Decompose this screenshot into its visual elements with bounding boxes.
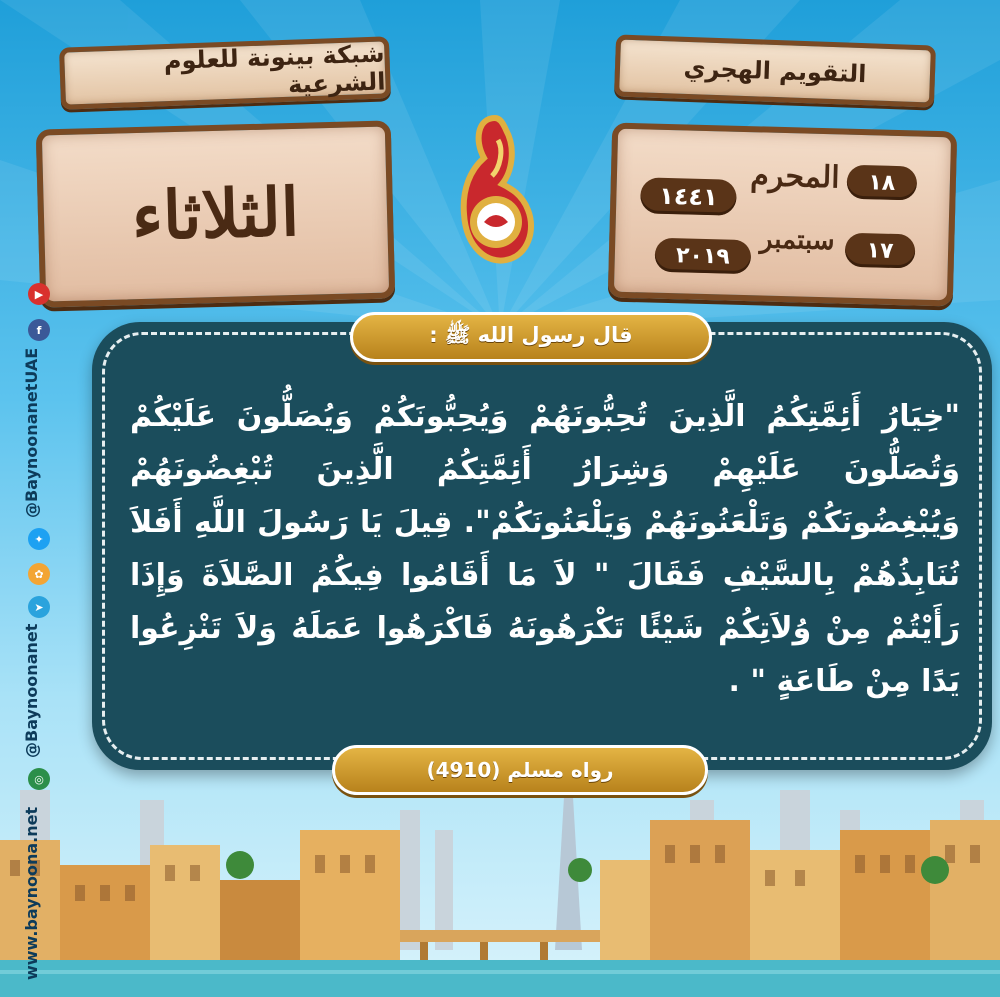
date-scroll xyxy=(608,123,957,307)
hadith-text: "خِيَارُ أَئِمَّتِكُمُ الَّذِينَ تُحِبُّونَهُمْ وَيُحِبُّونَكُمْ وَيُصَلُّونَ عَلَيْكُمْ وَتُصَلُّونَ عَلَيْهِمْ وَشِرَارُ أَئِمَّتِكُمُ الَّذِينَ تُبْغِضُونَهُمْ وَيُبْغِضُونَكُمْ وَتَلْعَنُونَهُمْ وَيَلْعَنُونَكُمْ". قِيلَ يَا رَسُولَ اللَّهِ أَفَلاَ نُنَابِذُهُمْ بِالسَّيْفِ فَقَالَ " لاَ مَا أَقَامُوا فِيكُمُ الصَّلاَةَ وَإِذَا رَأَيْتُمْ مِنْ وُلاَتِكُمْ شَيْئًا تَكْرَهُونَهُ فَاكْرَهُوا عَمَلَهُ وَلاَ تَنْزِعُوا يَدًا مِنْ طَاعَةٍ " . xyxy=(130,399,960,699)
social-sidebar xyxy=(20,283,58,995)
gregorian-month: سبتمبر xyxy=(759,224,836,257)
hijri-month: المحرم xyxy=(749,158,841,196)
calendar-title-banner xyxy=(614,34,936,107)
source-pill xyxy=(332,745,708,795)
intro-text: قال رسول الله ﷺ : xyxy=(429,322,633,347)
gregorian-year: ٢٠١٩ xyxy=(654,238,751,275)
facebook-icon[interactable]: f xyxy=(28,319,50,341)
baynoona-logo xyxy=(440,110,550,270)
calendar-title: التقويم الهجري xyxy=(683,53,867,89)
day-name: الثلاثاء xyxy=(130,172,301,256)
twitter-icon[interactable]: ✦ xyxy=(28,528,50,550)
website-url[interactable]: www.baynoona.net xyxy=(22,806,41,980)
web-icon[interactable]: ◎ xyxy=(28,768,50,790)
city-skyline xyxy=(0,770,1000,997)
youtube-icon[interactable]: ▶ xyxy=(28,283,50,305)
source-text: رواه مسلم (4910) xyxy=(426,758,614,782)
social-handle-uae: @BaynoonanetUAE xyxy=(22,347,41,518)
gregorian-day: ١٧ xyxy=(845,233,916,269)
social-handle: @Baynoonanet xyxy=(22,623,41,758)
hijri-year: ١٤٤١ xyxy=(640,177,737,216)
telegram-icon[interactable]: ➤ xyxy=(28,596,50,618)
intro-pill xyxy=(350,312,712,362)
site-name: شبكة بينونة للعلوم الشرعية xyxy=(163,39,386,99)
snapchat-icon[interactable]: ✿ xyxy=(28,563,50,585)
hijri-day: ١٨ xyxy=(846,165,917,201)
day-scroll xyxy=(36,120,396,307)
site-name-banner xyxy=(59,36,391,109)
